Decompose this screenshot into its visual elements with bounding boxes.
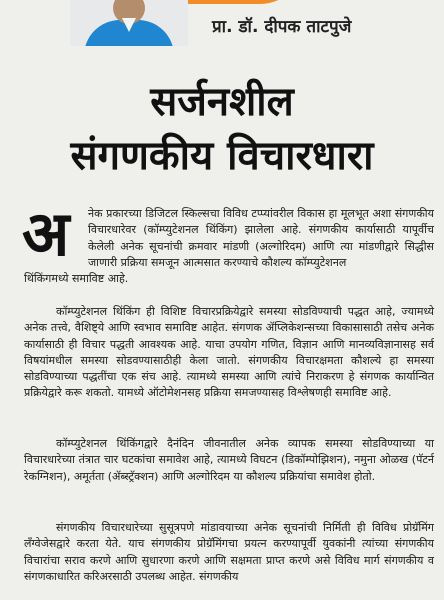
paragraph-4: संगणकीय विचारधारेच्या सुसूत्रपणे मांडावयाच्या अनेक सूचनांची निर्मिती ही विविध प्रोग्रॅमिंग लँग्वेजेसद्वारे करता येते. याच संगणकीय प्रोग्रॅमिंगचा प्रयत्न करण्यापूर्वी युवकांनी त्यांच्या संगणकीय विचारांचा सराव करणे आणि सुधारणा करणे आणि सक्षमता प्राप्त करणे असे विविध मार्ग संगणकीय व संगणकाधारित करिअरसाठी उपलब्ध आहेत. संगणकीय — [24, 521, 434, 583]
headline-line-1: सर्जनशील — [150, 79, 294, 125]
paragraph-1-lead: नेक प्रकारच्या डिजिटल स्किल्सचा विविध टप्प्यांवरील विकास हा मूलभूत अशा संगणकीय विचारधारेवर (कॉम्प्युटेशनल थिंकिंग) झालेला आहे. संगणकीय कार्यासाठी यापूर्वीच केलेली अनेक सूचनांची क्रमवार मांडणी (अल्गोरिदम) आणि त्या मांडणीद्वारे सिद्धीस जाणारी प्रक्रिया समजून आत्मसात करण्याचे कौशल्य कॉम्प्युटेशनल — [88, 207, 434, 269]
author-header — [0, 0, 444, 48]
paragraph-1-continued: थिंकिंगमध्ये समाविष्ट आहे. — [24, 272, 129, 285]
author-name: प्रा. डॉ. दीपक ताटपुजे — [212, 17, 352, 37]
headline-line-2: संगणकीय विचारधारा — [70, 133, 374, 179]
paragraph-2: कॉम्प्युटेशनल थिंकिंग ही विशिष्ट विचारप्रक्रियेद्वारे समस्या सोडविण्याची पद्धत आहे, ज्यामध्ये अनेक तत्त्वे, वैशिष्ट्ये आणि स्वभाव समाविष्ट आहेत. संगणक ॲप्लिकेशन्सच्या विकासासाठी तसेच अनेक कार्यासाठी ही विचार पद्धती आवश्यक आहे. याचा उपयोग गणित, विज्ञान आणि मानव्यविज्ञानासह सर्व विषयांमधील समस्या सोडवण्यासाठीही केला जातो. संगणकीय विचारक्षमता कौशल्ये हा समस्या सोडविण्याच्या पद्धतींचा एक संच आहे. त्यामध्ये समस्या आणि त्यांचे निराकरण हे संगणक कार्यान्वित प्रक्रियेद्वारे करू शकतो. यामध्ये ऑटोमेशनसह प्रक्रिया समजण्यासह विश्लेषणही समाविष्ट आहे. — [24, 305, 434, 400]
paragraph-3: कॉम्प्युटेशनल थिंकिंगद्वारे दैनंदिन जीवनातील अनेक व्यापक समस्या सोडविण्याच्या या विचारधारेच्या तंत्रात चार घटकांचा समावेश आहे, त्यामध्ये विघटन (डिकॉम्पोझिशन), नमुना ओळख (पॅटर्न रेकग्निशन), अमूर्तता (ॲब्स्ट्रॅक्शन) आणि अल्गोरिदम या कौशल्य प्रक्रियांचा समावेश होतो. — [24, 437, 434, 483]
author-photo — [70, 0, 188, 46]
drop-cap: अ — [22, 197, 70, 270]
